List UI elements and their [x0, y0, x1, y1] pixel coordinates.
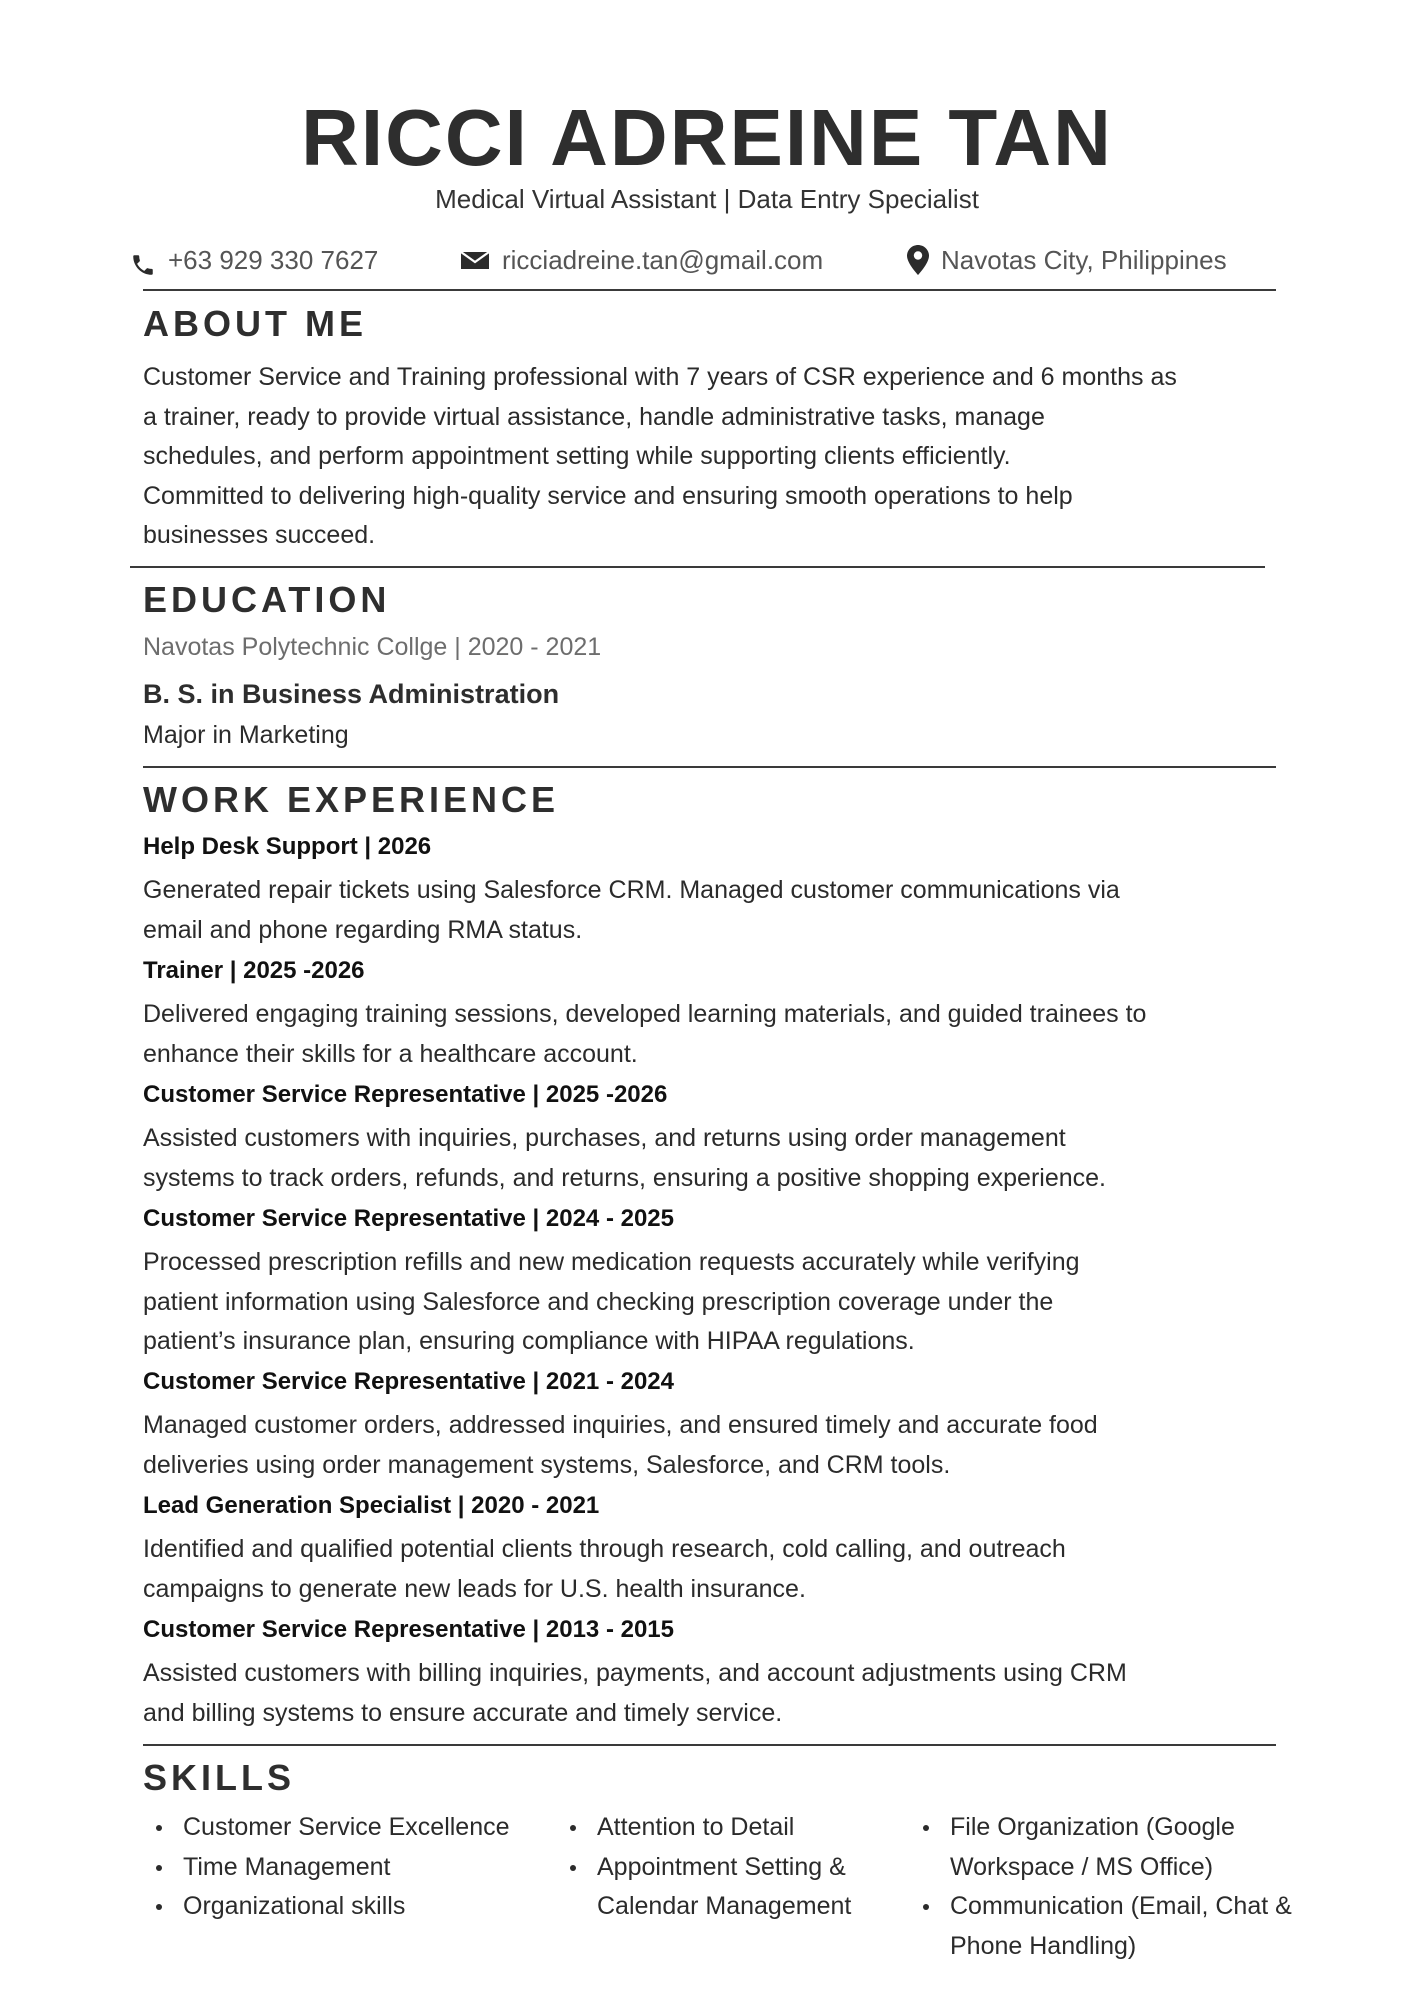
job-line: systems to track orders, refunds, and returns, ensuring a positive shopping experience. [143, 1163, 1107, 1192]
skill-item: Time Management [143, 1848, 553, 1888]
job-entry [143, 1488, 1303, 1609]
skills-column [557, 1808, 887, 1927]
job-line: patient information using Salesforce and checking prescription coverage under the [143, 1287, 1054, 1316]
divider-work [143, 1744, 1276, 1746]
job-title: Customer Service Representative | 2013 - 2015 [143, 1616, 674, 1643]
job-entry [143, 1077, 1303, 1198]
job-line: Delivered engaging training sessions, developed learning materials, and guided trainees to [143, 1000, 1147, 1028]
about-paragraph [143, 358, 1293, 556]
job-entry [143, 953, 1303, 1074]
skills-column [910, 1808, 1320, 1966]
job-description [143, 1243, 1303, 1362]
skill-item: Attention to Detail [557, 1808, 887, 1848]
contact-location [907, 240, 1227, 280]
job-description [143, 1654, 1303, 1733]
candidate-subtitle: Medical Virtual Assistant | Data Entry Specialist [435, 184, 979, 214]
job-entry [143, 1201, 1303, 1362]
skill-item: Appointment Setting & Calendar Management [557, 1848, 887, 1927]
job-description [143, 1530, 1303, 1609]
email-text: ricciadreine.tan@gmail.com [502, 244, 824, 275]
job-title: Customer Service Representative | 2025 -2026 [143, 1081, 668, 1108]
map-pin-icon [907, 245, 929, 275]
job-line: deliveries using order management systems, Salesforce, and CRM tools. [143, 1450, 951, 1479]
job-entry [143, 829, 1303, 950]
job-line: campaigns to generate new leads for U.S. health insurance. [143, 1574, 806, 1603]
about-title: ABOUT ME [143, 303, 367, 344]
about-line: Committed to delivering high-quality service and ensuring smooth operations to help [143, 481, 1073, 510]
job-line: Assisted customers with inquiries, purchases, and returns using order management [143, 1124, 1066, 1152]
skills-title: SKILLS [143, 1757, 296, 1798]
job-title: Customer Service Representative | 2024 - 2025 [143, 1205, 674, 1232]
phone-icon [130, 252, 156, 278]
divider-education [143, 766, 1276, 768]
job-title: Customer Service Representative | 2021 - 2024 [143, 1368, 674, 1395]
job-line: email and phone regarding RMA status. [143, 915, 583, 944]
skill-item: File Organization (Google Workspace / MS Office) [910, 1808, 1320, 1887]
skill-item: Organizational skills [143, 1887, 553, 1927]
divider-about [130, 566, 1265, 568]
skills-column [143, 1808, 553, 1927]
phone-text: +63 929 330 7627 [168, 244, 379, 275]
education-major: Major in Marketing [143, 721, 349, 749]
job-title: Trainer | 2025 -2026 [143, 957, 365, 984]
skill-item: Customer Service Excellence [143, 1808, 553, 1848]
divider-contact [143, 289, 1276, 291]
job-description [143, 871, 1303, 950]
location-text: Navotas City, Philippines [941, 244, 1227, 275]
job-entry [143, 1364, 1303, 1485]
job-description [143, 1406, 1303, 1485]
contact-email [460, 240, 823, 280]
education-school: Navotas Polytechnic Collge | 2020 - 2021 [143, 633, 602, 661]
education-degree: B. S. in Business Administration [143, 679, 560, 709]
candidate-name: RICCI ADREINE TAN [301, 93, 1113, 182]
job-description [143, 1119, 1303, 1198]
envelope-icon [460, 249, 490, 271]
job-line: Managed customer orders, addressed inquiries, and ensured timely and accurate food [143, 1411, 1098, 1439]
about-line: a trainer, ready to provide virtual assistance, handle administrative tasks, manage [143, 402, 1045, 431]
contact-phone [130, 240, 378, 280]
skill-item: Communication (Email, Chat & Phone Handling) [910, 1887, 1320, 1966]
work-title: WORK EXPERIENCE [143, 779, 560, 820]
job-line: Identified and qualified potential clients through research, cold calling, and outreach [143, 1535, 1066, 1563]
about-line: schedules, and perform appointment setting while supporting clients efficiently. [143, 442, 1011, 470]
job-line: patient’s insurance plan, ensuring compliance with HIPAA regulations. [143, 1327, 915, 1355]
job-line: Assisted customers with billing inquiries, payments, and account adjustments using CRM [143, 1659, 1127, 1687]
job-line: Processed prescription refills and new medication requests accurately while verifying [143, 1248, 1080, 1276]
job-title: Lead Generation Specialist | 2020 - 2021 [143, 1492, 600, 1519]
job-line: enhance their skills for a healthcare account. [143, 1039, 638, 1068]
job-title: Help Desk Support | 2026 [143, 833, 432, 860]
job-line: Generated repair tickets using Salesforce CRM. Managed customer communications via [143, 876, 1120, 904]
education-title: EDUCATION [143, 579, 391, 620]
job-entry [143, 1612, 1303, 1733]
about-line: Customer Service and Training professional with 7 years of CSR experience and 6 months as [143, 363, 1177, 391]
job-description [143, 995, 1303, 1074]
about-line: businesses succeed. [143, 521, 376, 549]
job-line: and billing systems to ensure accurate and timely service. [143, 1698, 783, 1727]
